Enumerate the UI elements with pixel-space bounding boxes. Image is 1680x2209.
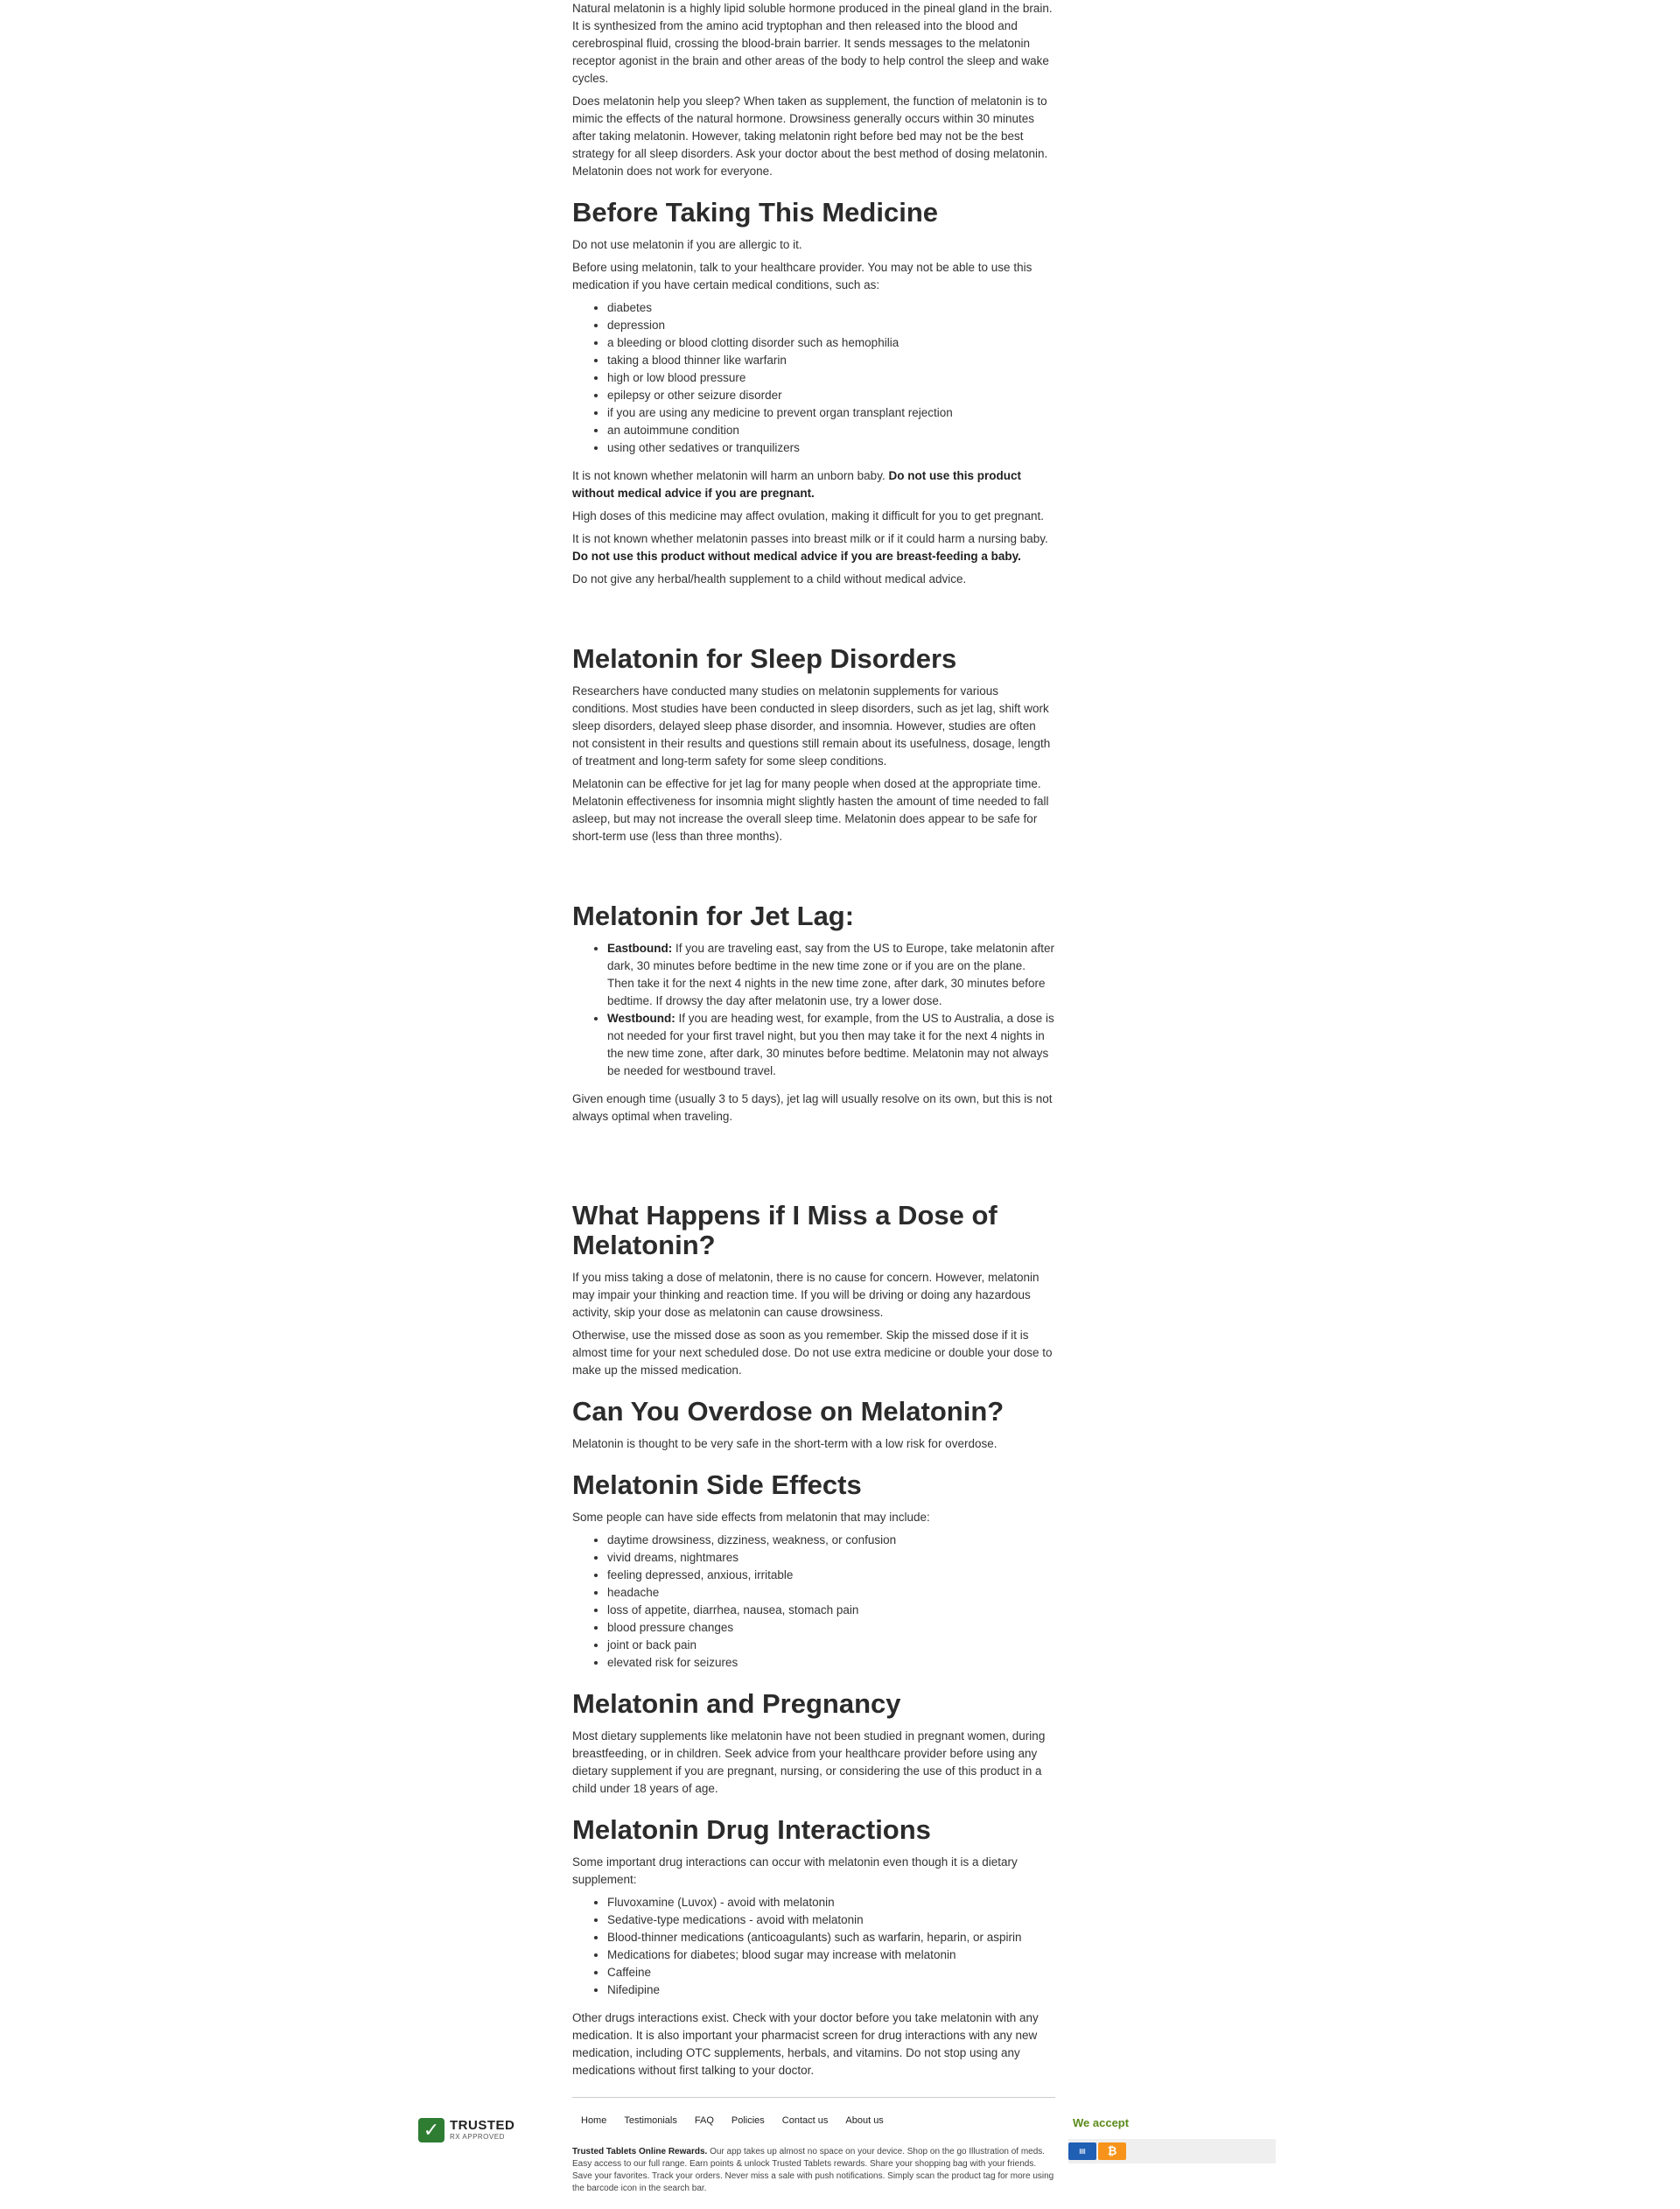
heading-before-taking: Before Taking This Medicine (572, 197, 939, 228)
heading-jet-lag: Melatonin for Jet Lag: (572, 901, 855, 931)
breastfeeding-warning (572, 530, 1055, 565)
list-item: • elevated risk for seizures (607, 1654, 1055, 1672)
list-item: • high or low blood pressure (607, 369, 1055, 387)
missed-paragraph-1: If you miss taking a dose of melatonin, there is no cause for concern. However, melatonin may impair your thinking and reaction time. If you will be driving or doing any hazardous activity, skip your dose as melatonin can cause drowsiness. (572, 1271, 1040, 1319)
list-item: • diabetes (607, 299, 1055, 317)
spacer (572, 1131, 1055, 1183)
footer-link-policies[interactable]: Policies (731, 2115, 765, 2126)
trusted-rx-logo[interactable] (418, 2118, 522, 2144)
eastbound-text: If you are traveling east, say from the US to Europe, take melatonin after dark, 30 minutes before bedtime in the new time zone or if you are on the plane. Then take it for the next 4 nights in the new time zone, after dark, 30 minutes before bedtime. If drowsy the day after melatonin use, try a lower dose. (607, 942, 1054, 1007)
list-item: • an autoimmune condition (607, 422, 1055, 439)
side-effects-list (572, 1532, 1055, 1672)
rewards-blurb (572, 2146, 1055, 2195)
heading-missed-dose: What Happens if I Miss a Dose of Melatonin? (572, 1200, 998, 1260)
sleep-paragraph-2: Melatonin can be effective for jet lag for many people when dosed at the appropriate time. Melatonin effectiveness for insomnia might slightly hasten the amount of time needed to fall asleep, but may not increase the overall sleep time. Melatonin does appear to be safe for short-term use (less than three months). (572, 777, 1049, 843)
spacer (572, 593, 1055, 627)
jet-lag-list (572, 940, 1055, 1080)
westbound-text: If you are heading west, for example, from the US to Australia, a dose is not needed for your first travel night, but you then may take it for the next 4 nights in the new time zone, after dark, 30 minutes before bedtime. Melatonin may not always be needed for westbound travel. (607, 1012, 1054, 1077)
rewards-text: Our app takes up almost no space on your device. Shop on the go Illustration of meds. Easy access to our full range. Earn points & unlock Trusted Tablets rewards. Share your shopping bag with your friends. Save your favorites. Track your orders. Never miss a sale with push notifications. Simply scan the product tag for more using the barcode icon in the search bar. (572, 2147, 1054, 2193)
pregnancy-paragraph: Most dietary supplements like melatonin have not been studied in pregnant women, during breastfeeding, or in children. Seek advice from your healthcare provider before using any dietary supplement if you are pregnant, nursing, or considering the use of this product in a child under 18 years of age. (572, 1729, 1046, 1795)
footer (0, 2100, 1680, 2209)
conditions-list (572, 299, 1055, 457)
sleep-paragraph-1: Researchers have conducted many studies on melatonin supplements for various conditions. Most studies have been conducted in sleep disorders, such as jet lag, shift work sleep disorders, delayed sleep phase disorder, and insomnia. However, studies are often not consistent in their results and questions still remain about its usefulness, dosage, length of treatment and long-term safety for some sleep conditions. (572, 684, 1051, 768)
breastfeeding-warning-bold: Do not use this product without medical advice if you are breast-feeding a baby. (572, 550, 1021, 563)
list-item: • feeling depressed, anxious, irritable (607, 1567, 1055, 1584)
missed-paragraph-2: Otherwise, use the missed dose as soon as you remember. Skip the missed dose if it is almost time for your next scheduled dose. Do not use extra medicine or double your dose to make up the missed medication. (572, 1329, 1053, 1377)
list-item: • taking a blood thinner like warfarin (607, 352, 1055, 369)
payment-methods (1068, 2139, 1276, 2163)
list-item: • blood pressure changes (607, 1619, 1055, 1637)
heading-drug-interactions: Melatonin Drug Interactions (572, 1814, 931, 1845)
list-item: • using other sedatives or tranquilizers (607, 439, 1055, 457)
footer-link-contact[interactable]: Contact us (781, 2115, 829, 2126)
list-item: • if you are using any medicine to prevent organ transplant rejection (607, 404, 1055, 422)
overdose-paragraph: Melatonin is thought to be very safe in the short-term with a low risk for overdose. (572, 1437, 998, 1450)
footer-nav (572, 2113, 892, 2128)
heading-overdose: Can You Overdose on Melatonin? (572, 1396, 1004, 1427)
list-item: • epilepsy or other seizure disorder (607, 387, 1055, 404)
westbound-label: Westbound: (607, 1012, 676, 1025)
conditions-intro: Before using melatonin, talk to your healthcare provider. You may not be able to use this medication if you have certain medical conditions, such as: (572, 261, 1032, 291)
list-item-eastbound (607, 940, 1055, 1010)
logo-line-2: RX APPROVED (450, 2133, 505, 2141)
heading-side-effects: Melatonin Side Effects (572, 1469, 862, 1500)
footer-link-home[interactable]: Home (581, 2115, 607, 2126)
bitcoin-icon: ₿ (1098, 2142, 1126, 2160)
eastbound-label: Eastbound: (607, 942, 673, 955)
list-item-westbound (607, 1010, 1055, 1080)
list-item: • depression (607, 317, 1055, 334)
list-item: • Nifedipine (607, 1981, 1055, 1999)
interactions-paragraph: Other drugs interactions exist. Check with your doctor before you take melatonin with any medication. It is also important your pharmacist screen for drug interactions with any new medication, including OTC supplements, herbals, and vitamins. Do not stop using any medications without first talking to your doctor. (572, 2011, 1039, 2077)
heading-pregnancy: Melatonin and Pregnancy (572, 1688, 901, 1719)
pregnancy-warning-text: It is not known whether melatonin will harm an unborn baby. (572, 469, 889, 482)
list-item: • Medications for diabetes; blood sugar may increase with melatonin (607, 1946, 1055, 1964)
interactions-list (572, 1894, 1055, 1999)
footer-link-about[interactable]: About us (845, 2115, 884, 2126)
breastfeeding-warning-text: It is not known whether melatonin passes into breast milk or if it could harm a nursing baby. (572, 532, 1048, 545)
logo-line-1: TRUSTED (450, 2118, 515, 2133)
list-item: • Sedative-type medications - avoid with melatonin (607, 1911, 1055, 1929)
list-item: • loss of appetite, diarrhea, nausea, stomach pain (607, 1602, 1055, 1619)
intro-paragraph-1: Natural melatonin is a highly lipid soluble hormone produced in the pineal gland in the brain. It is synthesized from the amino acid tryptophan and then released into the blood and cerebrospinal fluid, crossing the blood-brain barrier. It sends messages to the melatonin receptor agonist in the brain and other areas of the body to help control the sleep and wake cycles. (572, 2, 1053, 85)
list-item: • daytime drowsiness, dizziness, weakness, or confusion (607, 1532, 1055, 1549)
intro-paragraph-2: Does melatonin help you sleep? When taken as supplement, the function of melatonin is to mimic the effects of the natural hormone. Drowsiness generally occurs within 30 minutes after taking melatonin. However, taking melatonin right before bed may not be the best strategy for all sleep disorders. Ask your doctor about the best method of dosing melatonin. Melatonin does not work for everyone. (572, 95, 1048, 178)
list-item: • Fluvoxamine (Luvox) - avoid with melatonin (607, 1894, 1055, 1911)
ovulation-note: High doses of this medicine may affect ovulation, making it difficult for you to get pregnant. (572, 509, 1045, 522)
list-item: • headache (607, 1584, 1055, 1602)
pregnancy-warning (572, 467, 1055, 502)
side-effects-intro: Some people can have side effects from melatonin that may include: (572, 1511, 930, 1524)
list-item: • Blood-thinner medications (anticoagulants) such as warfarin, heparin, or aspirin (607, 1929, 1055, 1946)
we-accept-title: We accept (1073, 2116, 1130, 2129)
footer-link-faq[interactable]: FAQ (694, 2115, 714, 2126)
spacer (572, 851, 1055, 884)
check-icon: ✓ (418, 2118, 444, 2142)
list-item: • Caffeine (607, 1964, 1055, 1981)
pregnancy-warning-bold: Do not use this product without medical advice if you are pregnant. (572, 469, 1021, 500)
list-item: • joint or back pain (607, 1637, 1055, 1654)
bank-transfer-icon: ▤ (1068, 2142, 1096, 2160)
rewards-title: Trusted Tablets Online Rewards. (572, 2147, 708, 2156)
interactions-intro: Some important drug interactions can occur with melatonin even though it is a dietary supplement: (572, 1855, 1018, 1886)
footer-link-testimonials[interactable]: Testimonials (624, 2115, 677, 2126)
jet-lag-paragraph: Given enough time (usually 3 to 5 days), jet lag will usually resolve on its own, but this is not always optimal when traveling. (572, 1092, 1053, 1123)
list-item: • a bleeding or blood clotting disorder such as hemophilia (607, 334, 1055, 352)
article (572, 0, 1055, 2098)
allergy-note: Do not use melatonin if you are allergic to it. (572, 238, 802, 251)
heading-sleep-disorders: Melatonin for Sleep Disorders (572, 643, 957, 674)
list-item: • vivid dreams, nightmares (607, 1549, 1055, 1567)
footer-divider (572, 2097, 1055, 2098)
child-note: Do not give any herbal/health supplement to a child without medical advice. (572, 572, 967, 586)
